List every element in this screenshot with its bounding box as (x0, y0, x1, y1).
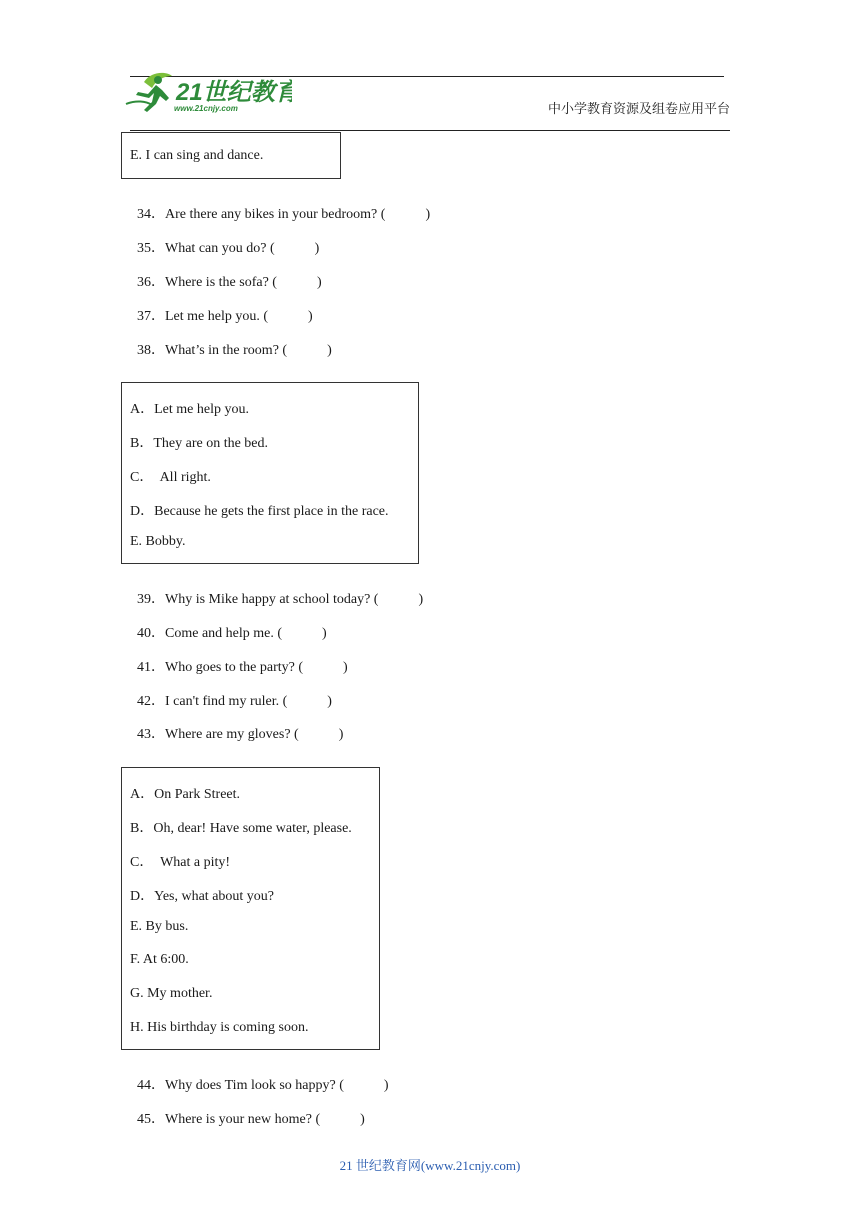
option-line: A．On Park Street. (130, 787, 241, 802)
logo-text: 21世纪教育 (176, 79, 292, 106)
question-43: 43．Where are my gloves? ( ) (137, 727, 344, 742)
header-platform-text: 中小学教育资源及组卷应用平台 (548, 101, 731, 116)
question-34: 34．Are there any bikes in your bedroom? ( ) (137, 207, 431, 222)
options-box-2 (121, 382, 419, 564)
question-37: 37．Let me help you. ( ) (137, 309, 313, 324)
options-box-3 (121, 767, 380, 1050)
question-45: 45．Where is your new home? ( ) (137, 1112, 365, 1127)
option-line: F. At 6:00. (130, 952, 189, 967)
runner-logo-icon (122, 68, 292, 116)
logo-url: www.21cnjy.com (174, 104, 238, 113)
option-line: B．Oh, dear! Have some water, please. (130, 821, 352, 836)
footer-link[interactable]: 21 世纪教育网(www.21cnjy.com) (339, 1158, 521, 1173)
question-38: 38．What’s in the room? ( ) (137, 343, 332, 358)
option-line: E. By bus. (130, 919, 189, 934)
logo (122, 68, 292, 116)
option-line: E. Bobby. (130, 534, 186, 549)
header-bottom-rule (130, 130, 730, 131)
question-40: 40．Come and help me. ( ) (137, 626, 327, 641)
question-41: 41．Who goes to the party? ( ) (137, 660, 348, 675)
question-39: 39．Why is Mike happy at school today? ( ) (137, 592, 424, 607)
question-44: 44．Why does Tim look so happy? ( ) (137, 1078, 389, 1093)
question-42: 42．I can't find my ruler. ( ) (137, 694, 332, 709)
option-line: E. I can sing and dance. (130, 148, 264, 163)
options-box-1 (121, 132, 341, 179)
option-line: A．Let me help you. (130, 402, 249, 417)
option-line: B．They are on the bed. (130, 436, 269, 451)
question-36: 36．Where is the sofa? ( ) (137, 275, 322, 290)
option-line: G. My mother. (130, 986, 213, 1001)
option-line: C． All right. (130, 470, 211, 485)
option-line: C． What a pity! (130, 855, 231, 870)
option-line: D．Because he gets the first place in the race. (130, 504, 389, 519)
option-line: D．Yes, what about you? (130, 889, 275, 904)
option-line: H. His birthday is coming soon. (130, 1020, 309, 1035)
question-35: 35．What can you do? ( ) (137, 241, 320, 256)
